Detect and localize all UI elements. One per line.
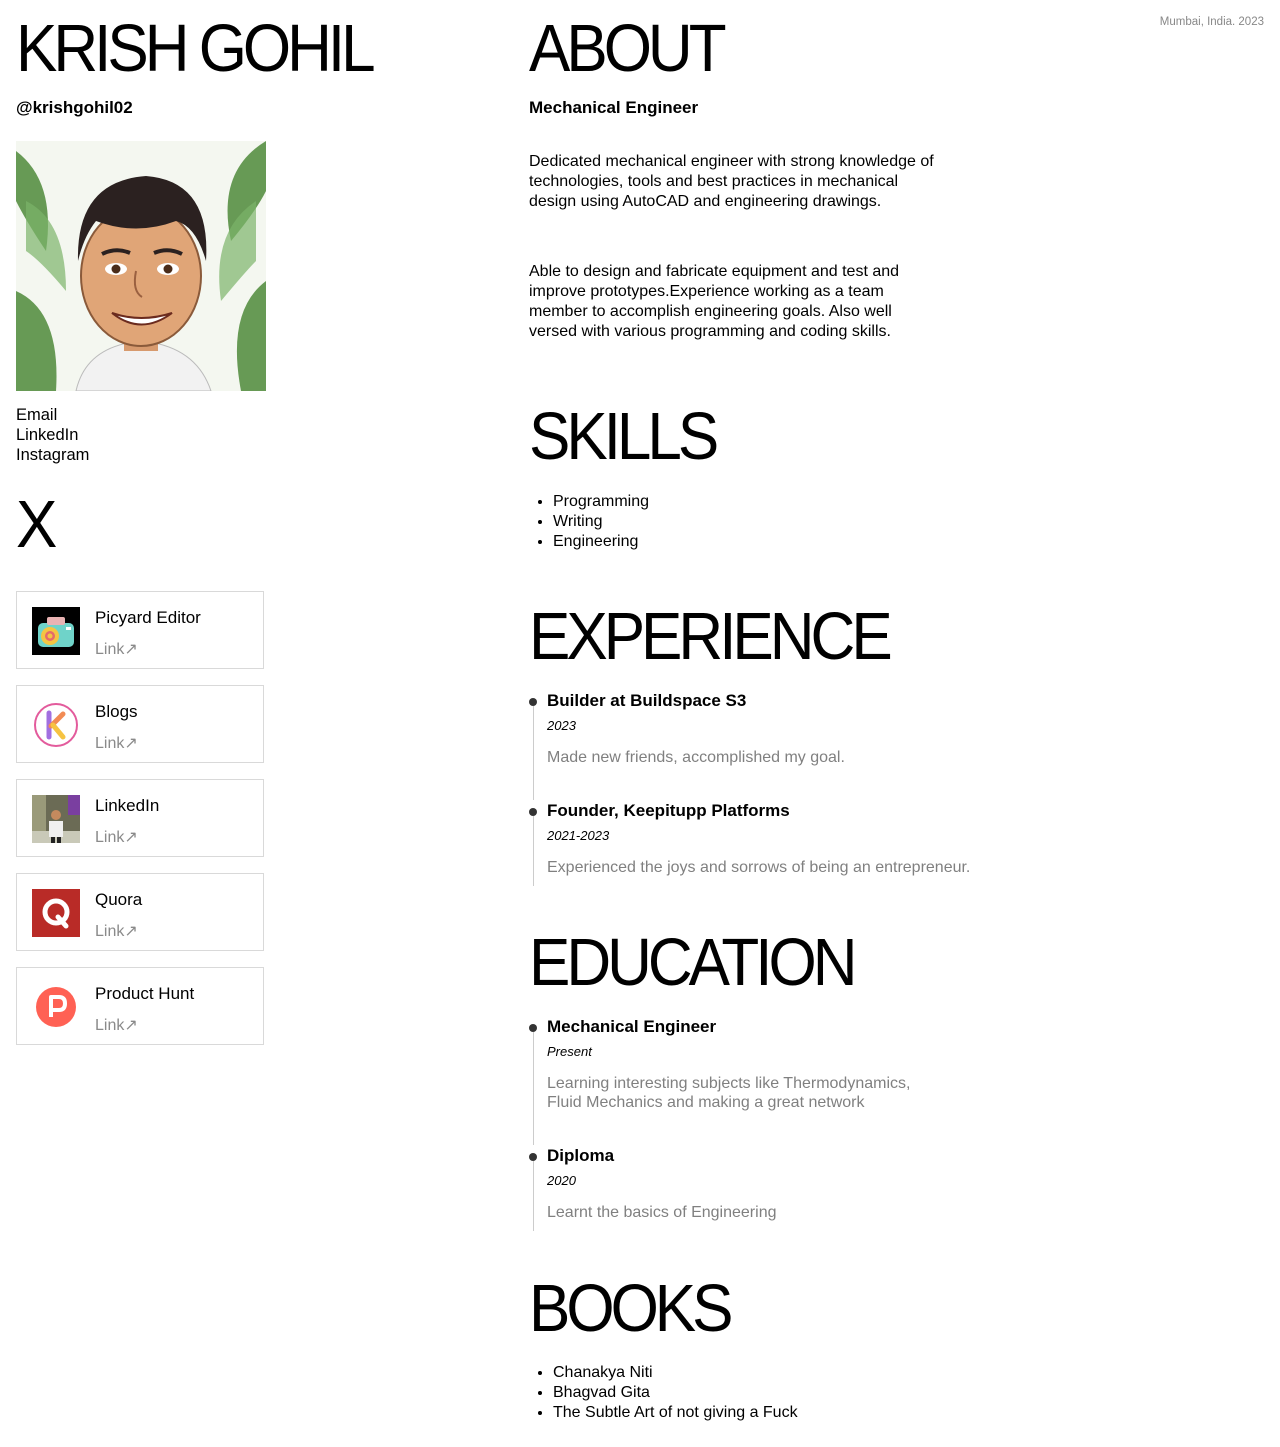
contact-links	[16, 405, 89, 465]
about-heading: ABOUT	[529, 11, 723, 87]
books-list	[529, 1363, 798, 1423]
link-cards	[16, 591, 264, 1061]
card-title: LinkedIn	[95, 796, 160, 815]
card-title: Quora	[95, 890, 143, 909]
timeline-dot	[529, 1153, 537, 1161]
timeline-line	[533, 706, 534, 800]
card-link[interactable]: Link↗	[95, 1017, 138, 1034]
list-item: • The Subtle Art of not giving a Fuck	[553, 1403, 798, 1423]
timeline-role: Builder at Buildspace S3	[547, 691, 747, 710]
card-title: Blogs	[95, 702, 138, 721]
timeline-item	[529, 690, 1129, 800]
timeline-dot	[529, 1024, 537, 1032]
education-heading: EDUCATION	[529, 925, 854, 1001]
list-item: • Programming	[553, 492, 649, 512]
timeline-year: 2021-2023	[547, 828, 610, 843]
about-paragraph-2: Able to design and fabricate equipment and test and improve prototypes.Experience working as a team member to accomplish engineering goals. Also well versed with various programming and coding skills.	[529, 263, 900, 340]
timeline-desc: Experienced the joys and sorrows of being an entrepreneur.	[547, 859, 971, 876]
card-link[interactable]: Link↗	[95, 923, 138, 940]
card-title: Product Hunt	[95, 984, 195, 1003]
linkedin-link[interactable]: LinkedIn	[16, 426, 79, 444]
timeline-line	[533, 1161, 534, 1231]
list-item: • Bhagvad Gita	[553, 1383, 798, 1403]
timeline-year: Present	[547, 1044, 592, 1059]
avatar	[16, 141, 266, 391]
card-title: Picyard Editor	[95, 608, 201, 627]
profile-photo-icon	[32, 795, 80, 843]
quora-icon	[32, 889, 80, 937]
k-logo-icon	[32, 701, 80, 749]
card-linkedin[interactable]	[16, 779, 264, 857]
timeline-role: Mechanical Engineer	[547, 1017, 717, 1036]
timeline-role: Diploma	[547, 1146, 615, 1165]
timeline-desc: Made new friends, accomplished my goal.	[547, 749, 845, 766]
product-hunt-icon	[32, 983, 80, 1031]
timeline-item	[529, 1016, 1129, 1145]
card-product-hunt[interactable]	[16, 967, 264, 1045]
education-timeline	[529, 1016, 1129, 1222]
timeline-dot	[529, 698, 537, 706]
timeline-line	[533, 1032, 534, 1145]
list-item: • Writing	[553, 512, 649, 532]
timeline-item	[529, 1145, 1129, 1222]
profile-handle: @krishgohil02	[16, 98, 133, 117]
timeline-year: 2020	[547, 1173, 576, 1188]
card-link[interactable]: Link↗	[95, 641, 138, 658]
timeline-role: Founder, Keepitupp Platforms	[547, 801, 790, 820]
x-mark: X	[16, 487, 58, 563]
card-link[interactable]: Link↗	[95, 735, 138, 752]
experience-heading: EXPERIENCE	[529, 599, 889, 675]
card-quora[interactable]	[16, 873, 264, 951]
timeline-desc: Learnt the basics of Engineering	[547, 1204, 777, 1221]
about-paragraph-1: Dedicated mechanical engineer with strong knowledge of technologies, tools and best practices in mechanical design using AutoCAD and engineering drawings.	[529, 153, 934, 210]
books-heading: BOOKS	[529, 1271, 730, 1347]
list-item: • Engineering	[553, 532, 649, 552]
profile-name: KRISH GOHIL	[16, 11, 372, 87]
card-picyard-editor[interactable]	[16, 591, 264, 669]
skills-heading: SKILLS	[529, 399, 716, 475]
timeline-desc: Learning interesting subjects like Thermodynamics, Fluid Mechanics and making a great network	[547, 1075, 911, 1111]
job-title: Mechanical Engineer	[529, 98, 699, 117]
skills-list	[529, 492, 649, 552]
timeline-item	[529, 800, 1129, 877]
timeline-dot	[529, 808, 537, 816]
instagram-link[interactable]: Instagram	[16, 446, 90, 464]
timeline-year: 2023	[547, 718, 576, 733]
experience-timeline	[529, 690, 1129, 877]
list-item: • Chanakya Niti	[553, 1363, 798, 1383]
card-blogs[interactable]	[16, 685, 264, 763]
location-year: Mumbai, India. 2023	[1159, 16, 1264, 28]
timeline-line	[533, 816, 534, 886]
email-link[interactable]: Email	[16, 406, 58, 424]
camera-icon	[32, 607, 80, 655]
card-link[interactable]: Link↗	[95, 829, 138, 846]
